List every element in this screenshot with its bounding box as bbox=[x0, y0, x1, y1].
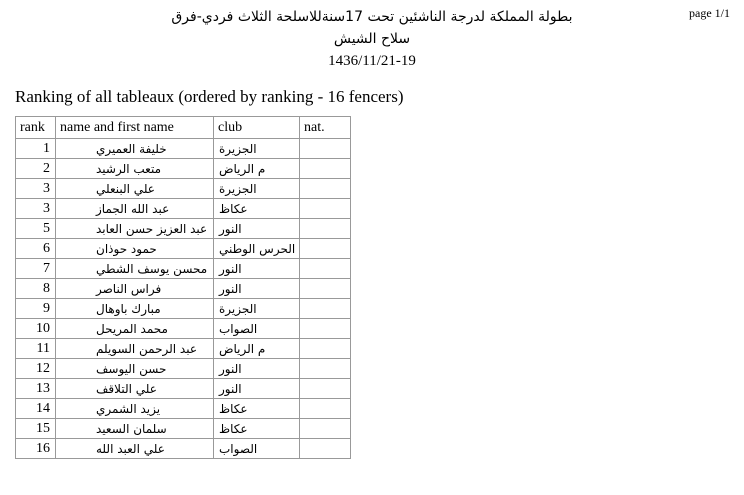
column-header-nat: nat. bbox=[300, 117, 351, 139]
fencer-name-cell: عبد العزيز حسن العابد bbox=[56, 219, 214, 239]
nationality-cell bbox=[300, 399, 351, 419]
table-row bbox=[16, 259, 351, 279]
nationality-cell bbox=[300, 219, 351, 239]
rank-cell: 16 bbox=[16, 439, 56, 459]
nationality-cell bbox=[300, 419, 351, 439]
competition-date: 1436/11/21-19 bbox=[328, 53, 416, 69]
nationality-cell bbox=[300, 439, 351, 459]
rank-cell: 11 bbox=[16, 339, 56, 359]
nationality-cell bbox=[300, 319, 351, 339]
club-cell: النور bbox=[214, 219, 300, 239]
fencer-name-cell: مبارك باوهال bbox=[56, 299, 214, 319]
table-row bbox=[16, 339, 351, 359]
fencer-name-cell: متعب الرشيد bbox=[56, 159, 214, 179]
fencer-name-cell: عبد الرحمن السويلم bbox=[56, 339, 214, 359]
table-row bbox=[16, 279, 351, 299]
column-header-rank: rank bbox=[16, 117, 56, 139]
fencer-name-cell: علي العبد الله bbox=[56, 439, 214, 459]
rank-cell: 10 bbox=[16, 319, 56, 339]
document-header bbox=[0, 6, 744, 72]
ranking-table-body bbox=[16, 139, 351, 459]
table-row bbox=[16, 359, 351, 379]
fencer-name-cell: يزيد الشمري bbox=[56, 399, 214, 419]
fencer-name-cell: عبد الله الجماز bbox=[56, 199, 214, 219]
fencer-name-cell: سلمان السعيد bbox=[56, 419, 214, 439]
table-row bbox=[16, 379, 351, 399]
nationality-cell bbox=[300, 359, 351, 379]
rank-cell: 15 bbox=[16, 419, 56, 439]
rank-cell: 14 bbox=[16, 399, 56, 419]
club-cell: النور bbox=[214, 379, 300, 399]
competition-title: بطولة المملكة لدرجة الناشئين تحت 17سنةللاسلحة الثلاث فردي-فرق bbox=[171, 9, 573, 25]
club-cell: النور bbox=[214, 359, 300, 379]
rank-cell: 8 bbox=[16, 279, 56, 299]
table-row bbox=[16, 239, 351, 259]
table-row bbox=[16, 219, 351, 239]
table-row bbox=[16, 199, 351, 219]
nationality-cell bbox=[300, 259, 351, 279]
column-header-club: club bbox=[214, 117, 300, 139]
club-cell: م الرياض bbox=[214, 159, 300, 179]
column-header-name: name and first name bbox=[56, 117, 214, 139]
rank-cell: 5 bbox=[16, 219, 56, 239]
nationality-cell bbox=[300, 139, 351, 159]
club-cell: عكاظ bbox=[214, 199, 300, 219]
nationality-cell bbox=[300, 199, 351, 219]
table-row bbox=[16, 419, 351, 439]
fencer-name-cell: محسن يوسف الشطي bbox=[56, 259, 214, 279]
fencer-name-cell: علي البنعلي bbox=[56, 179, 214, 199]
rank-cell: 1 bbox=[16, 139, 56, 159]
table-row bbox=[16, 439, 351, 459]
rank-cell: 13 bbox=[16, 379, 56, 399]
table-row bbox=[16, 399, 351, 419]
page-number: page 1/1 bbox=[689, 6, 730, 20]
fencer-name-cell: حمود حوذان bbox=[56, 239, 214, 259]
table-row bbox=[16, 319, 351, 339]
nationality-cell bbox=[300, 239, 351, 259]
ranking-subtitle: Ranking of all tableaux (ordered by ranking - 16 fencers) bbox=[15, 87, 404, 106]
club-cell: الجزيرة bbox=[214, 299, 300, 319]
nationality-cell bbox=[300, 379, 351, 399]
rank-cell: 7 bbox=[16, 259, 56, 279]
ranking-table bbox=[15, 116, 351, 459]
club-cell: الجزيرة bbox=[214, 179, 300, 199]
club-cell: الحرس الوطني bbox=[214, 239, 300, 259]
nationality-cell bbox=[300, 179, 351, 199]
rank-cell: 9 bbox=[16, 299, 56, 319]
rank-cell: 2 bbox=[16, 159, 56, 179]
club-cell: النور bbox=[214, 259, 300, 279]
table-row bbox=[16, 299, 351, 319]
weapon-title: سلاح الشيش bbox=[333, 31, 411, 47]
table-row bbox=[16, 179, 351, 199]
table-header-row bbox=[16, 117, 351, 139]
club-cell: عكاظ bbox=[214, 419, 300, 439]
fencer-name-cell: خليفة العميري bbox=[56, 139, 214, 159]
table-row bbox=[16, 139, 351, 159]
nationality-cell bbox=[300, 159, 351, 179]
nationality-cell bbox=[300, 339, 351, 359]
club-cell: الجزيرة bbox=[214, 139, 300, 159]
rank-cell: 3 bbox=[16, 199, 56, 219]
fencer-name-cell: حسن اليوسف bbox=[56, 359, 214, 379]
club-cell: م الرياض bbox=[214, 339, 300, 359]
rank-cell: 6 bbox=[16, 239, 56, 259]
nationality-cell bbox=[300, 279, 351, 299]
table-row bbox=[16, 159, 351, 179]
club-cell: الصواب bbox=[214, 319, 300, 339]
rank-cell: 3 bbox=[16, 179, 56, 199]
fencer-name-cell: علي التلاقف bbox=[56, 379, 214, 399]
rank-cell: 12 bbox=[16, 359, 56, 379]
fencer-name-cell: محمد المريحل bbox=[56, 319, 214, 339]
nationality-cell bbox=[300, 299, 351, 319]
club-cell: الصواب bbox=[214, 439, 300, 459]
club-cell: عكاظ bbox=[214, 399, 300, 419]
fencer-name-cell: فراس الناصر bbox=[56, 279, 214, 299]
club-cell: النور bbox=[214, 279, 300, 299]
